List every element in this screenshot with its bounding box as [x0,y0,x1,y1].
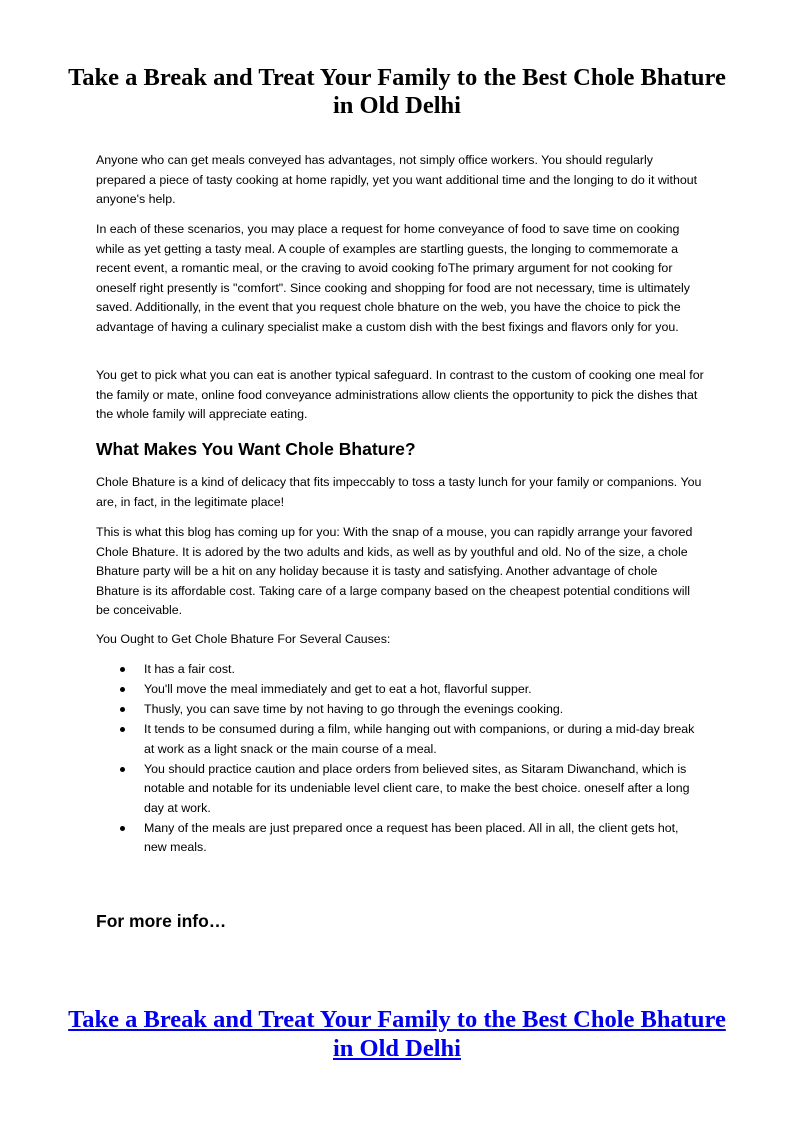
list-item [96,819,704,858]
bullet-icon [120,667,125,672]
section-paragraph-2: This is what this blog has coming up for you: With the snap of a mouse, you can rapidly arrange your favored Chole Bhature. It is adored by the two adults and kids, as well as by youthful and old. No of the size, a chole Bhature party will be a hit on any holiday because it is tasty and satisfying. Another advantage of chole Bhature is its affordable cost. Taking care of a large company based on the cheapest potential conditions will be conceivable. [96,525,693,617]
list-item [96,660,704,680]
bullet-icon [120,727,125,732]
bullets-intro: You Ought to Get Chole Bhature For Several Causes: [96,632,391,646]
section-paragraph-1: Chole Bhature is a kind of delicacy that fits impeccably to toss a tasty lunch for your family or companions. You are, in fact, in the legitimate place! [96,475,702,509]
list-item-text: You'll move the meal immediately and get to eat a hot, flavorful supper. [144,682,532,696]
bullet-icon [120,707,125,712]
intro-paragraph-3: You get to pick what you can eat is another typical safeguard. In contrast to the custom of cooking one meal for the family or mate, online food conveyance administrations allow clients the opportunity to pick the dishes that the whole family will appreciate eating. [96,368,704,421]
list-item-text: Thusly, you can save time by not having to go through the evenings cooking. [144,702,564,716]
reasons-list [96,660,704,858]
intro-paragraph-2: In each of these scenarios, you may place a request for home conveyance of food to save time on cooking while as yet getting a tasty meal. A couple of examples are startling guests, the longing to commemorate a recent event, a romantic meal, or the craving to avoid cooking foThe primary argument for not cooking for oneself right presently is "comfort". Since cooking and shopping for food are not necessary, time is ultimately saved. Additionally, in the event that you request chole bhature on the web, you have the choice to pick the advantage of having a culinary specialist make a custom dish with the best fixings and flavors only for you. [96,222,690,334]
list-item-text: You should practice caution and place orders from believed sites, as Sitaram Diwanchand, which is notable and notable for its undeniable level client care, to make the best choice. oneself after a long day at work. [144,761,690,815]
list-item-text: It tends to be consumed during a film, while hanging out with companions, or during a mid-day break at work as a light snack or the main course of a meal. [144,722,695,756]
bullet-icon [120,687,125,692]
list-item-text: Many of the meals are just prepared once a request has been placed. All in all, the client gets hot, new meals. [144,820,679,854]
list-item [96,700,704,720]
article-link[interactable]: Take a Break and Treat Your Family to the Best Chole Bhature in Old Delhi [68,1006,726,1062]
bullet-icon [120,767,125,772]
list-item [96,720,704,759]
page-title: Take a Break and Treat Your Family to the Best Chole Bhature in Old Delhi [68,64,726,119]
bullet-icon [120,826,125,831]
intro-paragraph-1: Anyone who can get meals conveyed has advantages, not simply office workers. You should regularly prepared a piece of tasty cooking at home rapidly, yet you want additional time and the longing to do it without anyone's help. [96,153,698,206]
section-heading: What Makes You Want Chole Bhature? [96,439,416,459]
more-info-heading: For more info… [96,911,227,931]
list-item-text: It has a fair cost. [144,662,235,676]
list-item [96,680,704,700]
list-item [96,760,704,819]
